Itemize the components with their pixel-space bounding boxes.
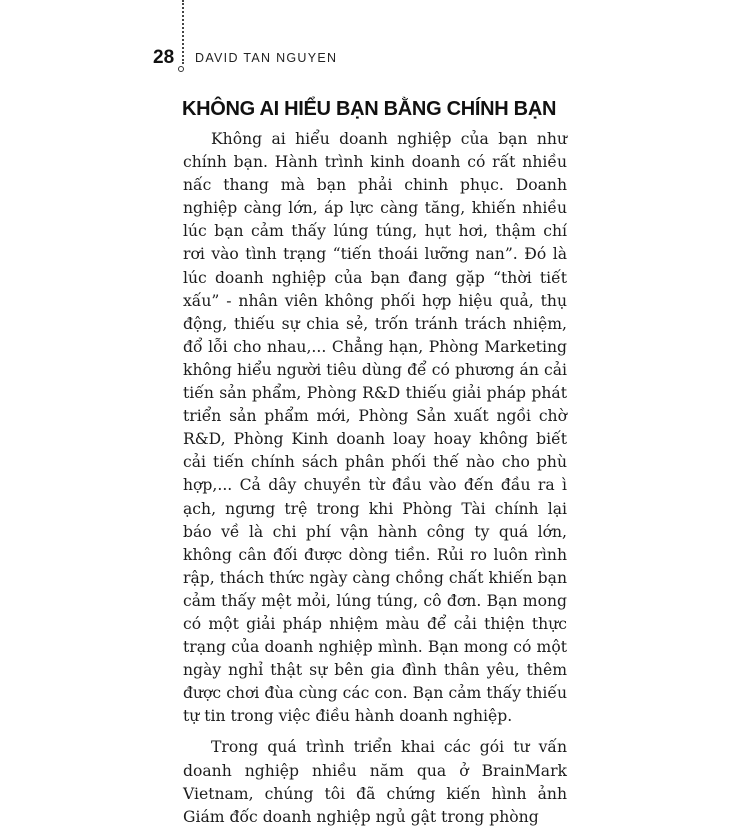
paragraph: Trong quá trình triển khai các gói tư vấn doanh nghiệp nhiều năm qua ở BrainMark Vietnam, chúng tôi đã chứng kiến hình ảnh Giám đốc doanh nghiệp ngủ gật trong phòng — [183, 738, 567, 826]
dotted-margin-rule — [182, 0, 184, 64]
page-number: 28 — [153, 47, 175, 68]
running-head-author: DAVID TAN NGUYEN — [195, 51, 338, 65]
chapter-title: KHÔNG AI HIỂU BẠN BẰNG CHÍNH BẠN — [182, 98, 557, 120]
rule-end-dot — [178, 66, 184, 72]
paragraph: Không ai hiểu doanh nghiệp của bạn như chính bạn. Hành trình kinh doanh có rất nhiều nấc thang mà bạn phải chinh phục. Doanh nghiệp càng lớn, áp lực càng tăng, khiến nhiều lúc bạn cảm thấy lúng túng, hụt hơi, thậm chí rơi vào tình trạng “tiến thoái lưỡng nan”. Đó là lúc doanh nghiệp của bạn đang gặp “thời tiết xấu” - nhân viên không phối hợp hiệu quả, thụ động, thiếu sự chia sẻ, trốn tránh trách nhiệm, đổ lỗi cho nhau,... Chẳng hạn, Phòng Marketing không hiểu người tiêu dùng để có phương án cải tiến sản phẩm, Phòng R&D thiếu giải pháp phát triển sản phẩm mới, Phòng Sản xuất ngồi chờ R&D, Phòng Kinh doanh loay hoay không biết cải tiến chính sách phân phối thế nào cho phù hợp,... Cả dây chuyền từ đầu vào đến đầu ra ì ạch, ngưng trệ trong khi Phòng Tài chính lại báo về là chi phí vận hành công ty quá lớn, không cân đối được dòng tiền. Rủi ro luôn rình rập, thách thức ngày càng chồng chất khiến bạn cảm thấy mệt mỏi, lúng túng, cô đơn. Bạn mong có một giải pháp nhiệm màu để cải thiện thực trạng của doanh nghiệp mình. Bạn mong có một ngày nghỉ thật sự bên gia đình thân yêu, thêm được chơi đùa cùng các con. Bạn cảm thấy thiếu tự tin trong việc điều hành doanh nghiệp. — [183, 130, 567, 726]
body-text — [183, 128, 567, 829]
